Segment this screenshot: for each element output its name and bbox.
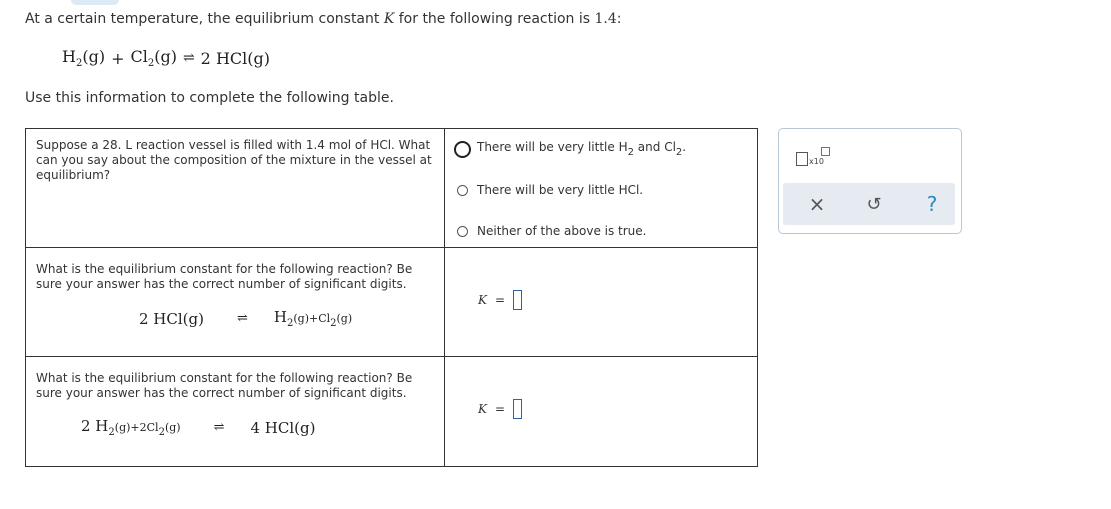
radio-button[interactable] bbox=[457, 185, 468, 196]
k-answer-input[interactable] bbox=[513, 399, 522, 419]
exponent-box-icon bbox=[821, 147, 830, 156]
intro-k-symbol: K bbox=[383, 11, 395, 27]
intro-mid: for the following reaction is bbox=[394, 11, 595, 27]
question-text: Suppose a 28. L reaction vessel is filled with 1.4 mol of HCl. What can you say about the composition of the mixture in the vessel at equilibrium? bbox=[36, 138, 432, 182]
option-little-h2-cl2[interactable] bbox=[457, 139, 757, 159]
toolbar bbox=[783, 183, 955, 225]
option-little-hcl[interactable] bbox=[457, 180, 757, 200]
k-answer-input[interactable] bbox=[513, 290, 522, 310]
undo-icon[interactable]: ↺ bbox=[866, 193, 882, 215]
tab-hint bbox=[71, 0, 119, 5]
plus-sign: + bbox=[111, 48, 125, 68]
answer-cell bbox=[445, 129, 758, 248]
intro-k-value: 1.4 bbox=[594, 11, 617, 27]
question-text: What is the equilibrium constant for the following reaction? Be sure your answer has the correct number of significant digits. bbox=[36, 262, 413, 291]
reactant-cl2: $Cl_2(g)$ bbox=[130, 47, 177, 69]
help-icon[interactable]: ? bbox=[926, 192, 938, 216]
reactant-h2: $H_2(g)$ bbox=[62, 47, 106, 69]
equilibrium-arrow: ⇌ bbox=[213, 420, 225, 435]
reactants: 2 HCl(g) bbox=[139, 309, 204, 328]
radio-button[interactable] bbox=[457, 226, 468, 237]
products: 4 HCl(g) bbox=[250, 418, 316, 437]
option-label: There will be very little HCl. bbox=[477, 183, 644, 197]
main-reaction-equation bbox=[62, 47, 270, 69]
products: $H_2(g)+Cl_2(g)$ bbox=[273, 308, 353, 329]
intro-prefix: At a certain temperature, the equilibrium constant bbox=[25, 11, 384, 27]
scientific-notation-button[interactable] bbox=[796, 149, 830, 169]
mantissa-box-icon bbox=[796, 152, 808, 166]
k-answer-line bbox=[478, 290, 757, 310]
k-label: K bbox=[478, 402, 487, 416]
question-cell bbox=[26, 248, 445, 357]
question-cell bbox=[26, 357, 445, 467]
intro-text bbox=[25, 11, 622, 27]
radio-group bbox=[445, 129, 757, 241]
table-row bbox=[26, 248, 758, 357]
intro-suffix: : bbox=[616, 11, 622, 27]
x10-label: x10 bbox=[809, 157, 824, 166]
reaction-equation bbox=[26, 417, 444, 438]
equilibrium-arrow: ⇌ bbox=[236, 311, 248, 326]
instruction-text: Use this information to complete the following table. bbox=[25, 90, 394, 106]
k-answer-line bbox=[478, 399, 757, 419]
equals-sign: = bbox=[494, 293, 506, 307]
close-icon[interactable]: × bbox=[808, 192, 826, 216]
answer-toolbox bbox=[778, 128, 962, 234]
reaction-equation bbox=[26, 308, 444, 329]
k-label: K bbox=[478, 293, 487, 307]
table-row bbox=[26, 357, 758, 467]
option-label: There will be very little $H_2$ and $Cl_2$. bbox=[477, 140, 687, 158]
question-table bbox=[25, 128, 758, 467]
option-label: Neither of the above is true. bbox=[477, 224, 647, 238]
radio-button-selected[interactable] bbox=[454, 141, 471, 158]
question-cell bbox=[26, 129, 445, 248]
reactants: 2 $H_2(g)+2Cl_2(g)$ bbox=[81, 417, 181, 438]
question-text: What is the equilibrium constant for the following reaction? Be sure your answer has the correct number of significant digits. bbox=[36, 371, 413, 400]
table-row bbox=[26, 129, 758, 248]
answer-cell bbox=[445, 248, 758, 357]
answer-cell bbox=[445, 357, 758, 467]
equals-sign: = bbox=[494, 402, 506, 416]
product-hcl: 2 HCl(g) bbox=[200, 48, 270, 68]
equilibrium-arrow: ⇌ bbox=[182, 50, 195, 66]
option-neither[interactable] bbox=[457, 221, 757, 241]
